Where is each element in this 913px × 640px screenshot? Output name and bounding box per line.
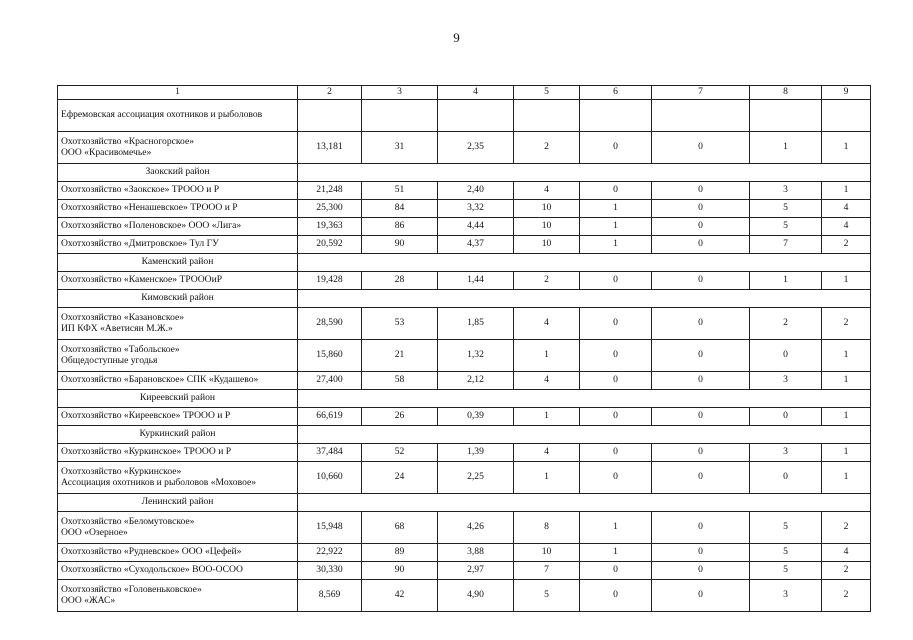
value-cell: 0 [750,340,822,372]
value-cell: 4 [822,544,871,562]
value-cell: 1 [822,462,871,494]
value-cell: 0 [580,372,652,390]
value-cell: 3 [750,372,822,390]
value-cell: 1,85 [438,308,514,340]
value-cell: 5 [750,200,822,218]
value-cell: 7 [514,562,580,580]
name-line: Охотхозяйство «Каменское» ТРОООиР [61,274,223,286]
value-cell: 2 [822,308,871,340]
value-cell: 2,97 [438,562,514,580]
hunting-ground-name [58,236,298,254]
hunting-ground-name [58,580,298,612]
hunting-ground-name [58,308,298,340]
value-cell: 3,88 [438,544,514,562]
value-cell: 4,37 [438,236,514,254]
value-cell: 0 [580,272,652,290]
value-cell: 0 [652,512,750,544]
value-cell: 0 [652,272,750,290]
value-cell: 28,590 [298,308,362,340]
value-cell: 25,300 [298,200,362,218]
name-line: Ассоциация охотников и рыболовов «Моховое» [61,476,257,488]
value-cell [514,100,580,132]
district-row [58,426,871,444]
name-line: Охотхозяйство «Суходольское» ВОО-ОСОО [61,564,243,576]
page-number: 9 [453,30,460,45]
empty-cell [298,494,871,512]
empty-cell [298,426,871,444]
name-line: Охотхозяйство «Табольское» [61,344,180,355]
value-cell: 27,400 [298,372,362,390]
value-cell: 1 [822,372,871,390]
value-cell: 0 [580,182,652,200]
value-cell: 1 [822,132,871,164]
header-cell: 4 [438,86,514,100]
table-row [58,444,871,462]
header-cell: 7 [652,86,750,100]
value-cell: 0 [652,200,750,218]
name-line: Охотхозяйство «Головеньковское» [61,584,202,595]
value-cell: 3,32 [438,200,514,218]
district-row [58,254,871,272]
value-cell: 5 [750,512,822,544]
table-row [58,544,871,562]
value-cell: 2,35 [438,132,514,164]
value-cell: 1 [580,544,652,562]
hunting-ground-name [58,132,298,164]
value-cell: 2,12 [438,372,514,390]
hunting-ground-name [58,340,298,372]
value-cell: 66,619 [298,408,362,426]
district-row [58,290,871,308]
name-line: Охотхозяйство «Беломутовское» [61,516,195,527]
value-cell: 1 [580,236,652,254]
table-row [58,462,871,494]
header-cell: 8 [750,86,822,100]
value-cell [652,100,750,132]
table-row [58,372,871,390]
value-cell: 1 [580,512,652,544]
value-cell: 1 [750,132,822,164]
value-cell: 1 [580,218,652,236]
district-name: Ленинский район [58,494,298,512]
value-cell: 0 [652,408,750,426]
name-line: Общедоступные угодья [61,354,158,366]
value-cell: 0 [652,580,750,612]
district-row [58,494,871,512]
value-cell: 1 [514,462,580,494]
value-cell: 1 [822,182,871,200]
value-cell: 2 [514,132,580,164]
value-cell: 10 [514,200,580,218]
value-cell: 21,248 [298,182,362,200]
value-cell: 5 [750,544,822,562]
hunting-ground-name [58,218,298,236]
value-cell: 4,44 [438,218,514,236]
value-cell: 3 [750,580,822,612]
name-line: ООО «Красивомечье» [61,146,152,158]
district-name: Заокский район [58,164,298,182]
value-cell: 0 [750,462,822,494]
hunting-ground-name [58,444,298,462]
empty-cell [298,164,871,182]
value-cell: 0 [652,132,750,164]
name-line: Охотхозяйство «Ненашевское» ТРООО и Р [61,202,238,214]
table-row [58,272,871,290]
table-row [58,308,871,340]
value-cell: 0 [652,340,750,372]
value-cell: 2 [514,272,580,290]
value-cell: 4 [514,308,580,340]
table-row [58,562,871,580]
value-cell: 42 [362,580,438,612]
table-row [58,132,871,164]
hunting-ground-name [58,512,298,544]
value-cell: 4,90 [438,580,514,612]
value-cell: 10 [514,236,580,254]
table-row [58,200,871,218]
value-cell: 0 [652,218,750,236]
name-line: Охотхозяйство «Поленовское» ООО «Лига» [61,220,242,232]
value-cell: 51 [362,182,438,200]
value-cell: 1,39 [438,444,514,462]
empty-cell [298,290,871,308]
name-line: Ефремовская ассоциация охотников и рыболовов [61,109,263,121]
value-cell: 0 [580,132,652,164]
table-row [58,580,871,612]
value-cell: 4 [514,372,580,390]
value-cell [750,100,822,132]
value-cell: 68 [362,512,438,544]
value-cell: 5 [514,580,580,612]
name-line: Охотхозяйство «Рудневское» ООО «Цефей» [61,546,242,558]
value-cell: 53 [362,308,438,340]
name-line: Охотхозяйство «Куркинское» ТРООО и Р [61,446,232,458]
value-cell: 1 [514,408,580,426]
value-cell [580,100,652,132]
value-cell: 4,26 [438,512,514,544]
value-cell: 10 [514,544,580,562]
value-cell: 5 [750,562,822,580]
value-cell: 52 [362,444,438,462]
value-cell: 24 [362,462,438,494]
table-body [58,86,871,612]
header-cell: 3 [362,86,438,100]
value-cell: 30,330 [298,562,362,580]
value-cell: 2 [822,236,871,254]
header-cell: 1 [58,86,298,100]
value-cell: 2,25 [438,462,514,494]
hunting-ground-name [58,200,298,218]
empty-cell [298,254,871,272]
value-cell [438,100,514,132]
value-cell: 13,181 [298,132,362,164]
value-cell: 5 [750,218,822,236]
value-cell: 0 [580,562,652,580]
value-cell: 0 [580,580,652,612]
value-cell: 4 [822,200,871,218]
value-cell: 0 [652,236,750,254]
hunting-ground-name [58,408,298,426]
value-cell: 58 [362,372,438,390]
district-row [58,390,871,408]
value-cell: 1 [514,340,580,372]
value-cell: 86 [362,218,438,236]
value-cell: 0 [652,308,750,340]
value-cell: 2,40 [438,182,514,200]
value-cell: 1 [750,272,822,290]
value-cell [822,100,871,132]
name-line: ИП КФХ «Аветисян М.Ж.» [61,322,173,334]
value-cell: 0 [652,562,750,580]
value-cell: 1,44 [438,272,514,290]
name-line: Охотхозяйство «Заокское» ТРООО и Р [61,184,220,196]
value-cell: 8,569 [298,580,362,612]
value-cell: 3 [750,182,822,200]
header-cell: 5 [514,86,580,100]
district-name: Кимовский район [58,290,298,308]
value-cell: 84 [362,200,438,218]
value-cell: 15,860 [298,340,362,372]
value-cell: 15,948 [298,512,362,544]
value-cell: 2 [822,512,871,544]
value-cell: 37,484 [298,444,362,462]
value-cell: 4 [514,444,580,462]
value-cell: 19,363 [298,218,362,236]
value-cell: 4 [822,218,871,236]
value-cell: 0 [580,444,652,462]
table-row [58,182,871,200]
hunting-ground-name [58,544,298,562]
table-row [58,236,871,254]
value-cell: 1 [822,272,871,290]
hunting-ground-name [58,272,298,290]
header-row [58,86,871,100]
value-cell: 21 [362,340,438,372]
value-cell: 8 [514,512,580,544]
header-cell: 6 [580,86,652,100]
name-line: ООО «Озерное» [61,526,128,538]
value-cell: 0 [652,372,750,390]
district-name: Киреевский район [58,390,298,408]
value-cell: 0 [580,340,652,372]
hunting-ground-name [58,462,298,494]
hunting-ground-name [58,372,298,390]
header-cell: 9 [822,86,871,100]
district-name: Каменский район [58,254,298,272]
hunting-ground-name [58,562,298,580]
value-cell: 0,39 [438,408,514,426]
table-row [58,218,871,236]
value-cell: 90 [362,236,438,254]
value-cell: 1 [822,340,871,372]
value-cell: 2 [822,580,871,612]
name-line: Охотхозяйство «Барановское» СПК «Кудашево» [61,374,259,386]
value-cell: 0 [652,444,750,462]
hunting-ground-name [58,182,298,200]
hunting-ground-name [58,100,298,132]
value-cell: 26 [362,408,438,426]
value-cell: 0 [580,408,652,426]
value-cell: 3 [750,444,822,462]
name-line: Охотхозяйство «Казановское» [61,312,185,323]
hunting-grounds-table [57,85,871,612]
value-cell: 0 [750,408,822,426]
value-cell: 1 [822,408,871,426]
value-cell: 28 [362,272,438,290]
district-name: Куркинский район [58,426,298,444]
table-row [58,512,871,544]
table-row [58,340,871,372]
value-cell: 22,922 [298,544,362,562]
value-cell: 31 [362,132,438,164]
empty-cell [298,390,871,408]
value-cell: 90 [362,562,438,580]
name-line: Охотхозяйство «Киреевское» ТРООО и Р [61,410,231,422]
value-cell: 0 [652,182,750,200]
value-cell: 0 [580,308,652,340]
value-cell [298,100,362,132]
organization-row [58,100,871,132]
value-cell: 0 [652,462,750,494]
value-cell: 2 [822,562,871,580]
value-cell: 0 [652,544,750,562]
value-cell: 10,660 [298,462,362,494]
value-cell: 4 [514,182,580,200]
value-cell: 2 [750,308,822,340]
value-cell: 0 [580,462,652,494]
value-cell: 1 [580,200,652,218]
value-cell: 19,428 [298,272,362,290]
district-row [58,164,871,182]
value-cell: 1 [822,444,871,462]
name-line: Охотхозяйство «Дмитровское» Тул ГУ [61,238,219,250]
value-cell: 10 [514,218,580,236]
header-cell: 2 [298,86,362,100]
table-row [58,408,871,426]
value-cell: 89 [362,544,438,562]
value-cell: 7 [750,236,822,254]
name-line: ООО «ЖАС» [61,594,116,606]
value-cell: 20,592 [298,236,362,254]
name-line: Охотхозяйство «Красногорское» [61,136,195,147]
value-cell: 1,32 [438,340,514,372]
name-line: Охотхозяйство «Куркинское» [61,466,182,477]
value-cell [362,100,438,132]
